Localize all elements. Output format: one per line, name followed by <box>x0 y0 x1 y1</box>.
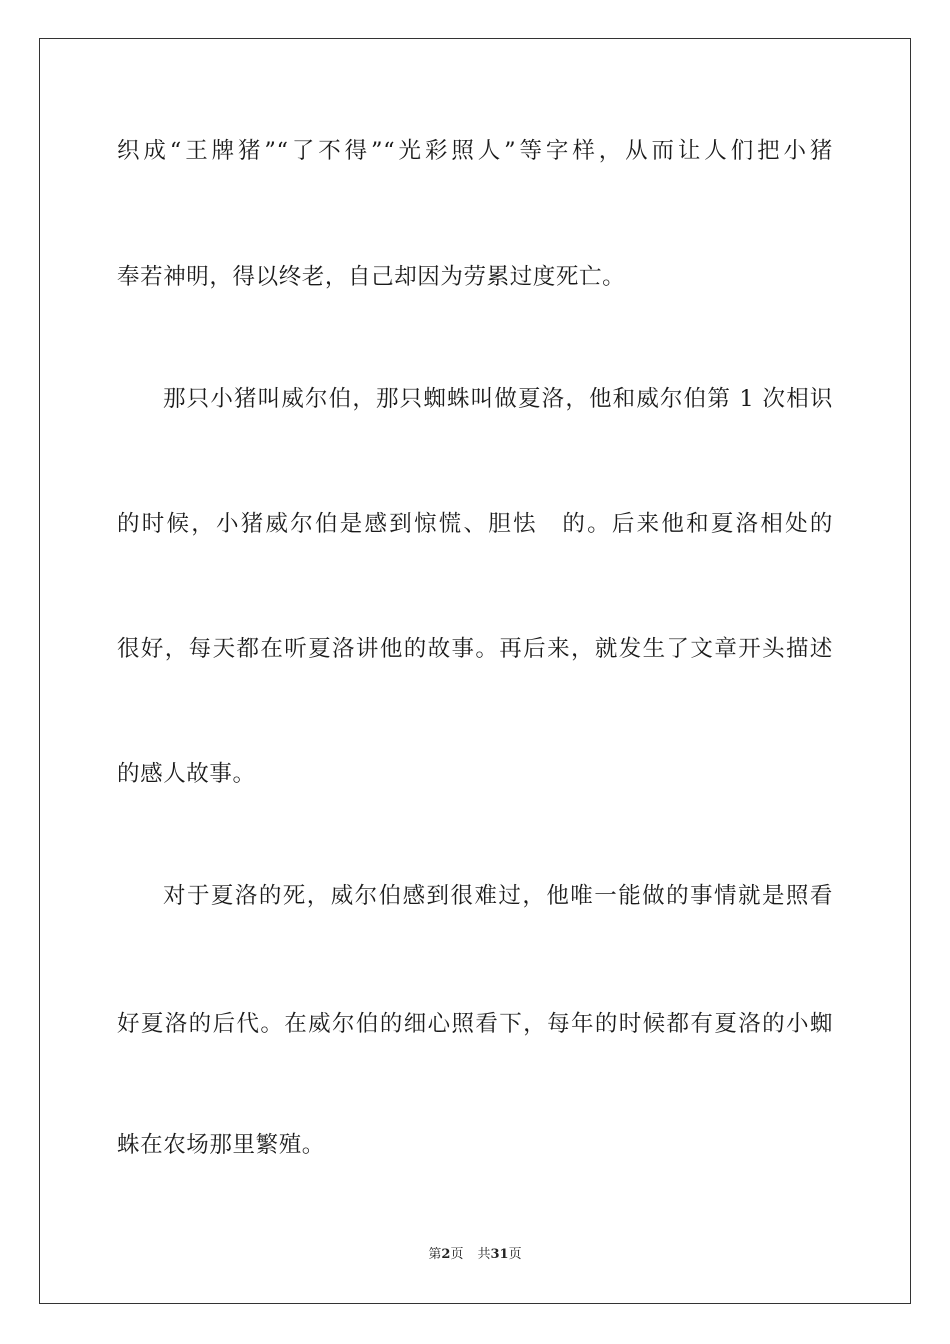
page-number: 2 <box>441 1247 451 1262</box>
page-suffix: 页 <box>450 1247 464 1262</box>
paragraph-line: 的时候，小猪威尔伯是感到惊慌、胆怯 的。后来他和夏洛相处的 <box>117 511 833 537</box>
page-prefix: 第 <box>428 1247 442 1262</box>
total-prefix: 共 <box>477 1247 491 1262</box>
paragraph-line: 织成“王牌猪”“了不得”“光彩照人”等字样，从而让人们把小猪 <box>117 138 833 164</box>
paragraph-line: 那只小猪叫威尔伯，那只蜘蛛叫做夏洛，他和威尔伯第 1 次相识 <box>163 386 833 412</box>
total-suffix: 页 <box>508 1247 522 1262</box>
total-pages: 31 <box>490 1247 509 1262</box>
paragraph-line: 的感人故事。 <box>117 761 256 787</box>
page-border <box>39 38 911 1304</box>
paragraph-line: 蛛在农场那里繁殖。 <box>117 1132 325 1158</box>
paragraph-line: 奉若神明，得以终老，自己却因为劳累过度死亡。 <box>117 264 626 290</box>
paragraph-line: 好夏洛的后代。在威尔伯的细心照看下，每年的时候都有夏洛的小蜘 <box>117 1011 833 1037</box>
paragraph-line: 对于夏洛的死，威尔伯感到很难过，他唯一能做的事情就是照看 <box>163 883 833 909</box>
paragraph-line: 很好，每天都在听夏洛讲他的故事。再后来，就发生了文章开头描述 <box>117 636 833 662</box>
page-footer <box>0 1246 950 1264</box>
